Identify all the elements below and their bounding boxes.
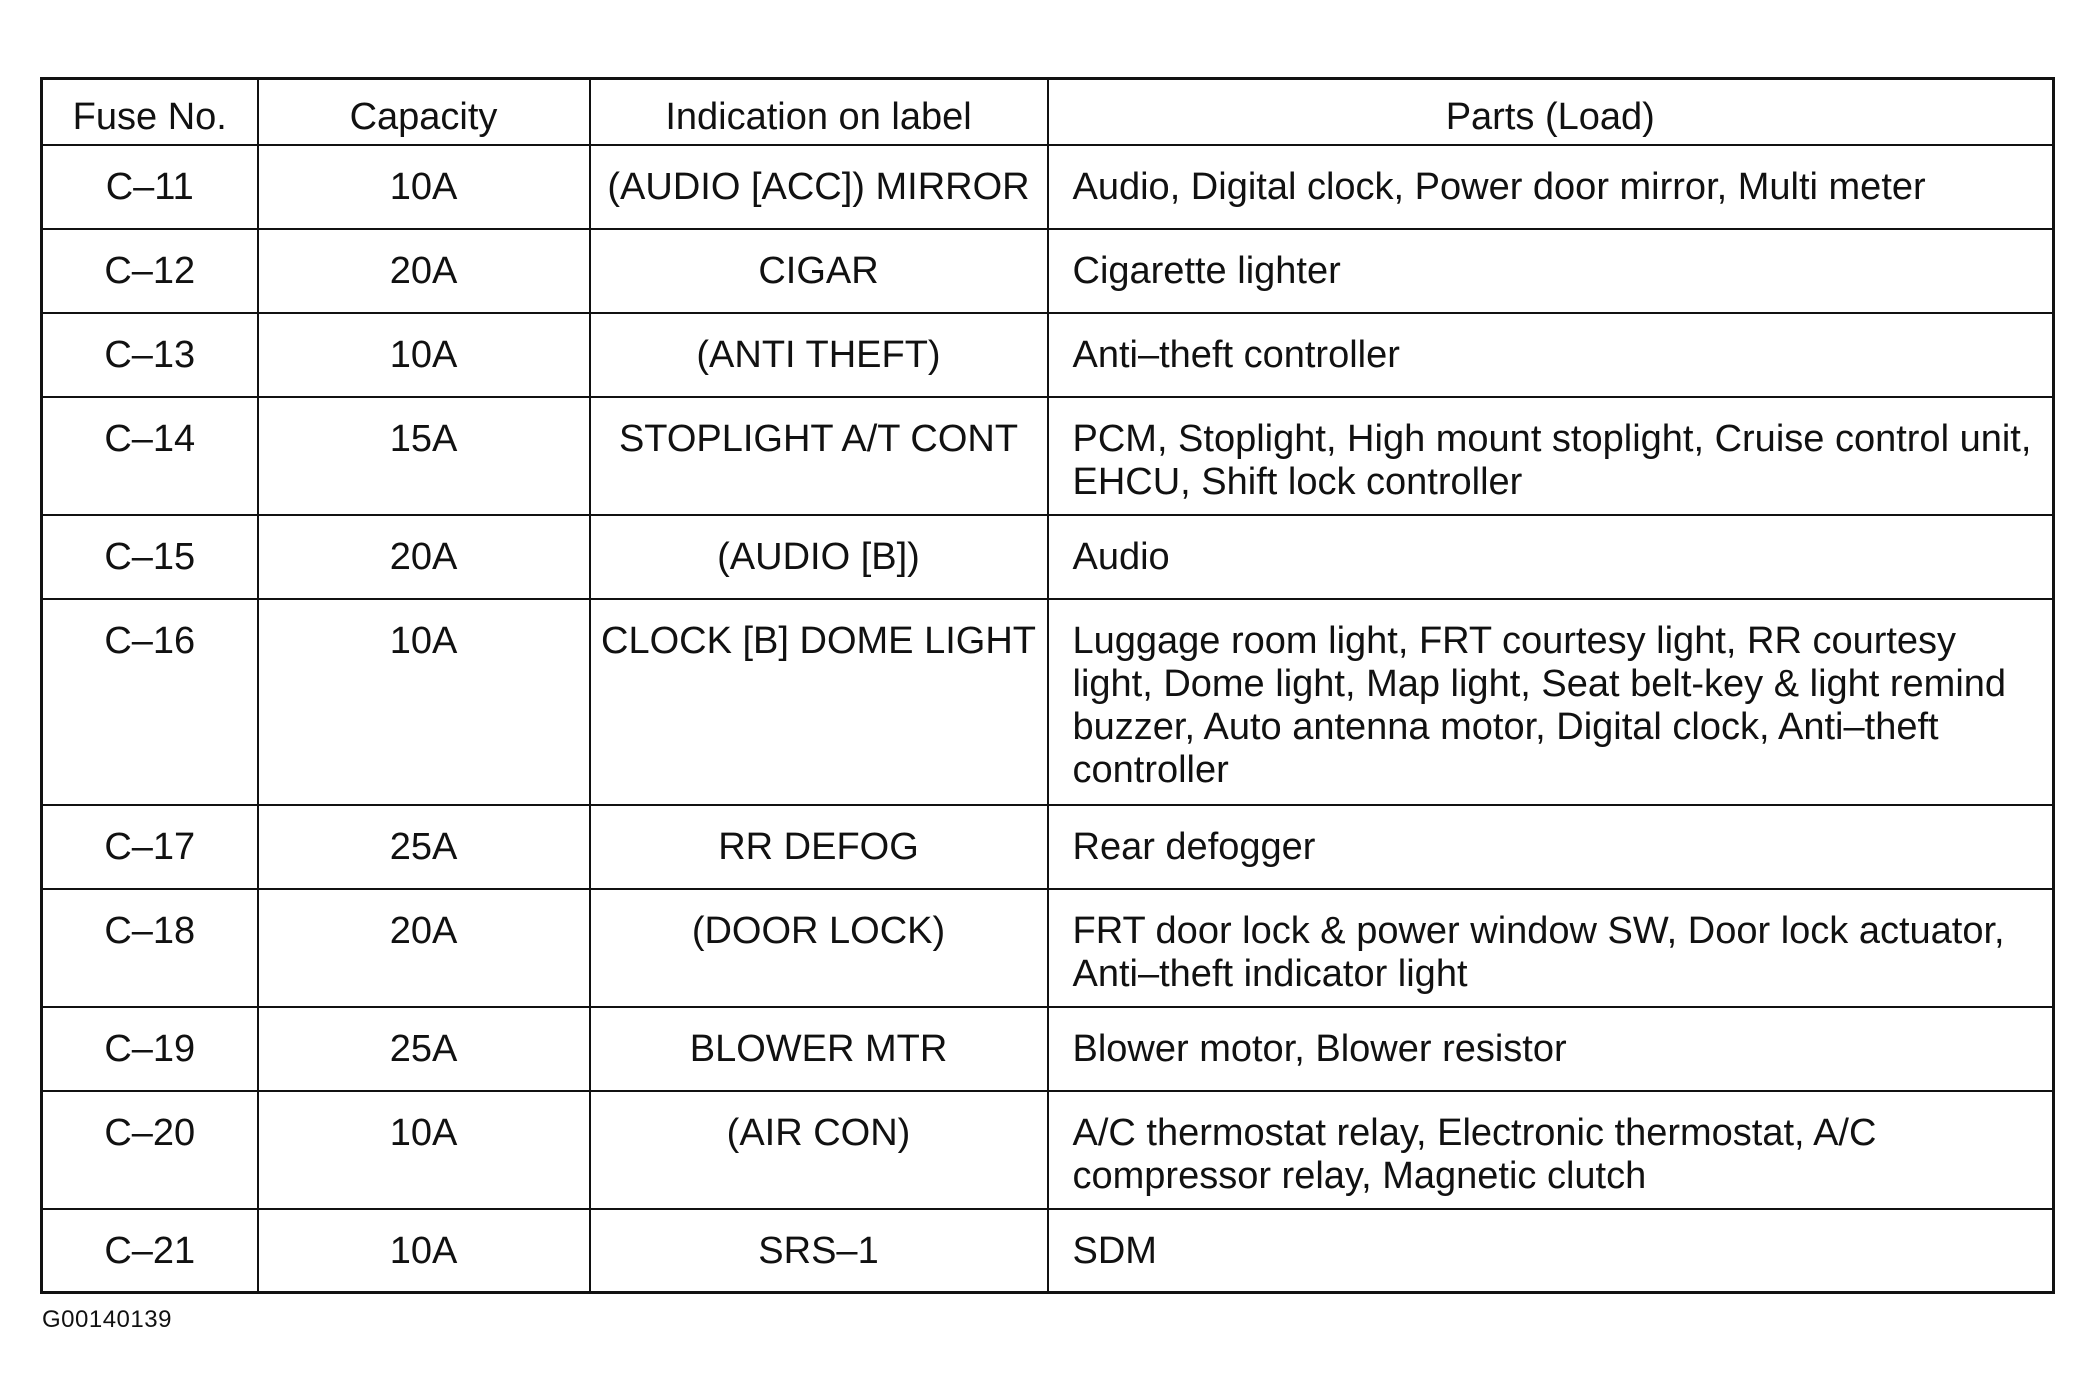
label-indication-cell: STOPLIGHT A/T CONT	[590, 397, 1048, 515]
label-indication-cell: CIGAR	[590, 229, 1048, 313]
header-row	[42, 79, 2054, 145]
parts-load-cell: SDM	[1048, 1209, 2054, 1293]
fuse-table	[40, 77, 2055, 1294]
label-indication-cell: (DOOR LOCK)	[590, 889, 1048, 1007]
table-row	[42, 397, 2054, 515]
capacity-cell: 25A	[258, 1007, 590, 1091]
table-row	[42, 145, 2054, 229]
parts-load-cell: Anti–theft controller	[1048, 313, 2054, 397]
parts-load-cell: Audio, Digital clock, Power door mirror, Multi meter	[1048, 145, 2054, 229]
label-indication-cell: (ANTI THEFT)	[590, 313, 1048, 397]
label-indication-cell: SRS–1	[590, 1209, 1048, 1293]
parts-load-cell: Rear defogger	[1048, 805, 2054, 889]
capacity-cell: 10A	[258, 599, 590, 805]
label-indication-cell: (AIR CON)	[590, 1091, 1048, 1209]
capacity-cell: 10A	[258, 313, 590, 397]
table-row	[42, 889, 2054, 1007]
label-indication-cell: CLOCK [B] DOME LIGHT	[590, 599, 1048, 805]
fuse-no-cell: C–20	[42, 1091, 258, 1209]
header-parts-load: Parts (Load)	[1048, 79, 2054, 145]
table-row	[42, 1091, 2054, 1209]
capacity-cell: 20A	[258, 889, 590, 1007]
fuse-no-cell: C–19	[42, 1007, 258, 1091]
capacity-cell: 10A	[258, 1209, 590, 1293]
parts-load-cell: Luggage room light, FRT courtesy light, RR courtesy light, Dome light, Map light, Seat belt-key & light remind buzzer, Auto antenna motor, Digital clock, Anti–theft controller	[1048, 599, 2054, 805]
fuse-no-cell: C–12	[42, 229, 258, 313]
label-indication-cell: (AUDIO [B])	[590, 515, 1048, 599]
parts-load-cell: PCM, Stoplight, High mount stoplight, Cruise control unit, EHCU, Shift lock controller	[1048, 397, 2054, 515]
fuse-no-cell: C–18	[42, 889, 258, 1007]
table-row	[42, 599, 2054, 805]
table-header	[42, 79, 2054, 145]
table-row	[42, 805, 2054, 889]
parts-load-cell: A/C thermostat relay, Electronic thermostat, A/C compressor relay, Magnetic clutch	[1048, 1091, 2054, 1209]
fuse-no-cell: C–14	[42, 397, 258, 515]
header-indication-on-label: Indication on label	[590, 79, 1048, 145]
parts-load-cell: Cigarette lighter	[1048, 229, 2054, 313]
capacity-cell: 20A	[258, 515, 590, 599]
label-indication-cell: RR DEFOG	[590, 805, 1048, 889]
fuse-no-cell: C–21	[42, 1209, 258, 1293]
table-row	[42, 313, 2054, 397]
parts-load-cell: FRT door lock & power window SW, Door lock actuator, Anti–theft indicator light	[1048, 889, 2054, 1007]
capacity-cell: 20A	[258, 229, 590, 313]
fuse-no-cell: C–16	[42, 599, 258, 805]
parts-load-cell: Blower motor, Blower resistor	[1048, 1007, 2054, 1091]
capacity-cell: 10A	[258, 1091, 590, 1209]
table-body	[42, 145, 2054, 1293]
table-row	[42, 1007, 2054, 1091]
capacity-cell: 15A	[258, 397, 590, 515]
fuse-no-cell: C–15	[42, 515, 258, 599]
fuse-no-cell: C–17	[42, 805, 258, 889]
capacity-cell: 25A	[258, 805, 590, 889]
table-row	[42, 1209, 2054, 1293]
header-capacity: Capacity	[258, 79, 590, 145]
label-indication-cell: (AUDIO [ACC]) MIRROR	[590, 145, 1048, 229]
capacity-cell: 10A	[258, 145, 590, 229]
label-indication-cell: BLOWER MTR	[590, 1007, 1048, 1091]
fuse-no-cell: C–13	[42, 313, 258, 397]
fuse-no-cell: C–11	[42, 145, 258, 229]
header-fuse-no: Fuse No.	[42, 79, 258, 145]
parts-load-cell: Audio	[1048, 515, 2054, 599]
figure-code: G00140139	[42, 1306, 172, 1333]
table-row	[42, 515, 2054, 599]
table-row	[42, 229, 2054, 313]
